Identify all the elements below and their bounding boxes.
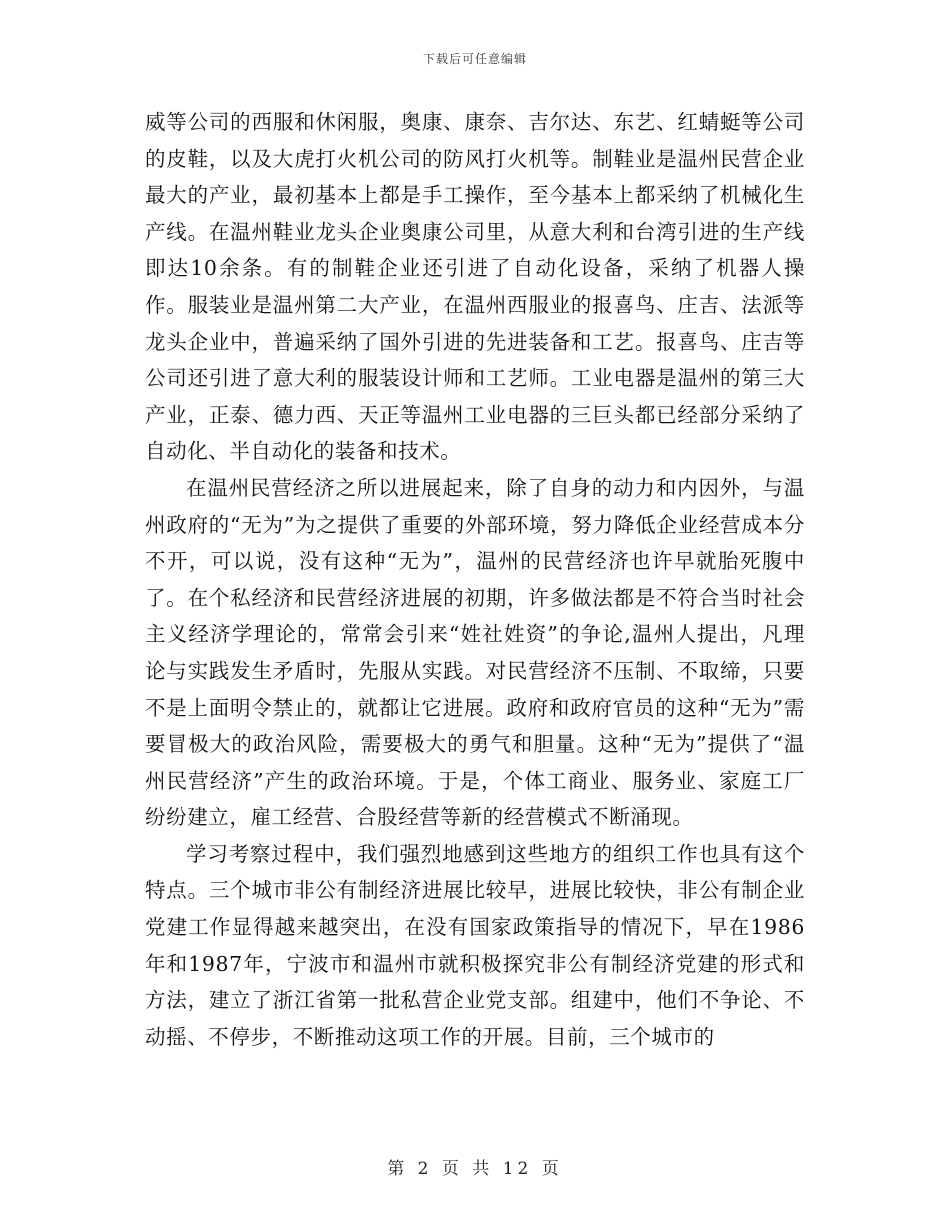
page-header-note: 下载后可任意编辑	[422, 52, 527, 66]
paragraph-3: 学习考察过程中，我们强烈地感到这些地方的组织工作也具有这个特点。三个城市非公有制经济进展比较早，进展比较快，非公有制企业党建工作显得越来越突出，在没有国家政策指导的情况下，早在1986年和1987年，宁波市和温州市就积极探究非公有制经济党建的形式和方法，建立了浙江省第一批私营企业党支部。组建中，他们不争论、不动摇、不停步，不断推动这项工作的开展。目前，三个城市的	[145, 841, 805, 1049]
paragraph-1: 威等公司的西服和休闲服，奥康、康奈、吉尔达、东艺、红蜻蜓等公司的皮鞋，以及大虎打火机公司的防风打火机等。制鞋业是温州民营企业最大的产业，最初基本上都是手工操作，至今基本上都采纳了机械化生产线。在温州鞋业龙头企业奥康公司里，从意大利和台湾引进的生产线即达10余条。有的制鞋企业还引进了自动化设备，采纳了机器人操作。服装业是温州第二大产业，在温州西服业的报喜鸟、庄吉、法派等龙头企业中，普遍采纳了国外引进的先进装备和工艺。报喜鸟、庄吉等公司还引进了意大利的服装设计师和工艺师。工业电器是温州的第三大产业，正泰、德力西、天正等温州工业电器的三巨头都已经部分采纳了自动化、半自动化的装备和技术。	[145, 110, 805, 464]
paragraph-2: 在温州民营经济之所以进展起来，除了自身的动力和内因外，与温州政府的“无为”为之提供了重要的外部环境，努力降低企业经营成本分不开，可以说，没有这种“无为”，温州的民营经济也许早就胎死腹中了。在个私经济和民营经济进展的初期，许多做法都是不符合当时社会主义经济学理论的，常常会引来“姓社姓资”的争论,温州人提出，凡理论与实践发生矛盾时，先服从实践。对民营经济不压制、不取缔，只要不是上面明令禁止的，就都让它进展。政府和政府官员的这种“无为”需要冒极大的政治风险，需要极大的勇气和胆量。这种“无为”提供了“温州民营经济”产生的政治环境。于是，个体工商业、服务业、家庭工厂纷纷建立，雇工经营、合股经营等新的经营模式不断涌现。	[145, 475, 805, 830]
document-body	[145, 104, 805, 1055]
page-number: 第 2 页 共 12 页	[387, 1159, 563, 1179]
